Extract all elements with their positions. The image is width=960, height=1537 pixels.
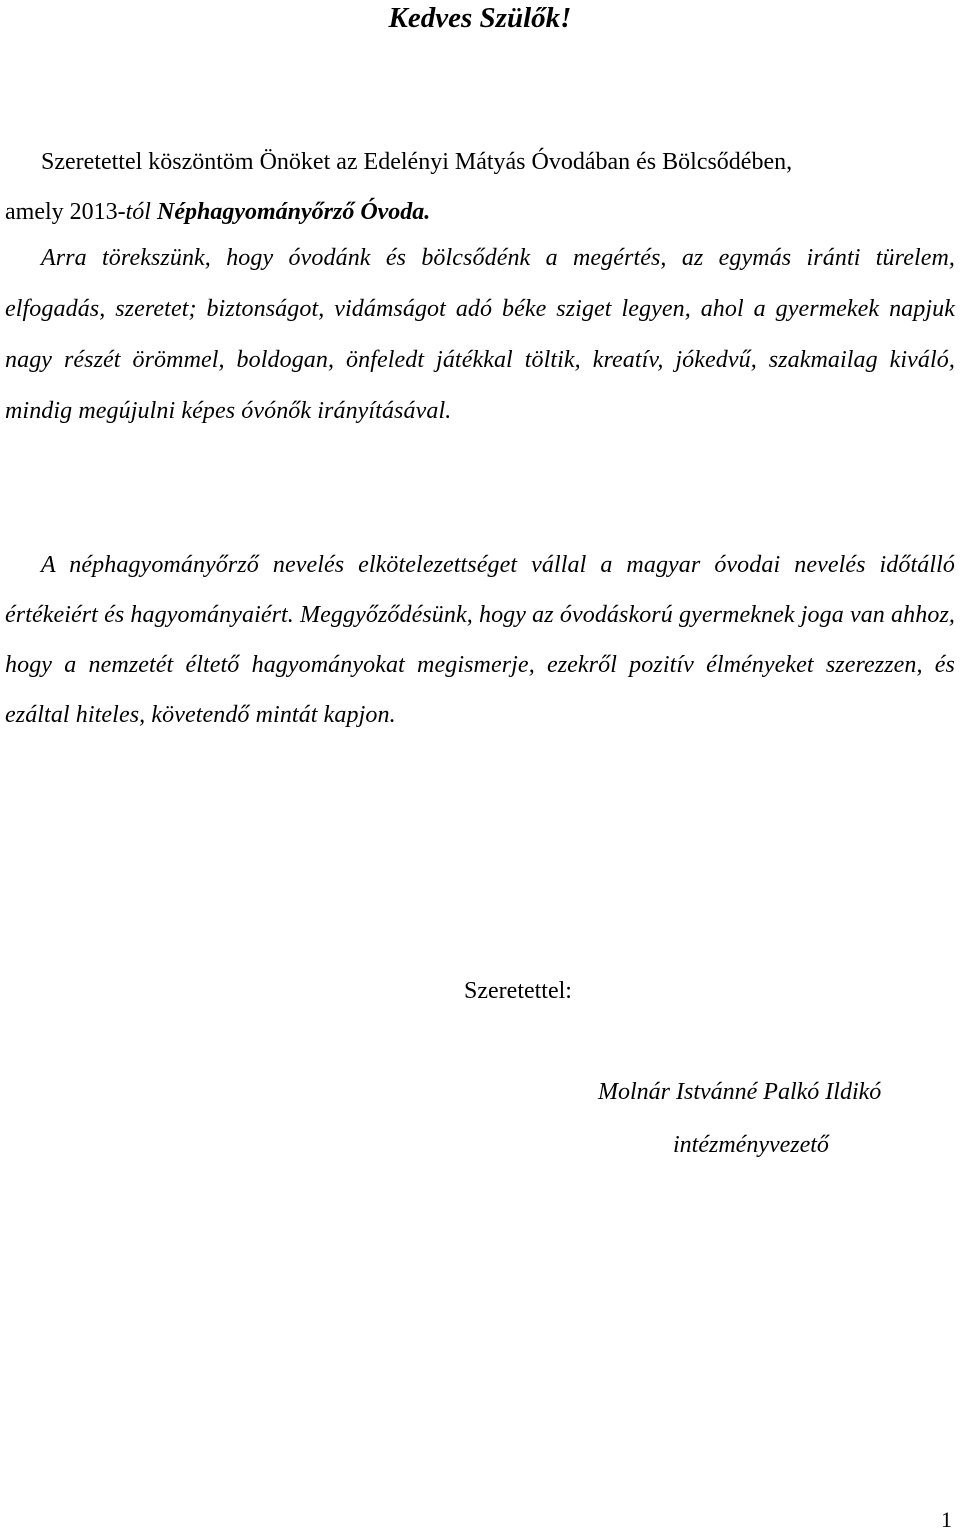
mission-paragraph: Arra törekszünk, hogy óvodánk és bölcsődénk a megértés, az egymás iránti türelem, elfogadás, szeretet; biztonságot, vidámságot adó béke sziget legyen, ahol a gyermekek napjuk nagy részét örömmel, boldogan, önfeledt játékkal töltik, kreatív, jókedvű, szakmailag kiváló, mindig megújulni képes óvónők irányításával. — [5, 245, 955, 424]
intro-line-1: Szeretettel köszöntöm Önöket az Edelényi Mátyás Óvodában és Bölcsődében, — [41, 149, 793, 175]
signature-name: Molnár Istvánné Palkó Ildikó — [598, 1079, 882, 1105]
intro-year-text: amely 2013- — [5, 199, 126, 225]
intro-line-2 — [5, 187, 955, 237]
page-number: 1 — [941, 1507, 952, 1532]
signature-role: intézményvezető — [673, 1132, 829, 1158]
tradition-paragraph: A néphagyományőrző nevelés elkötelezettséget vállal a magyar óvodai nevelés időtálló értékeiért és hagyományaiért. Meggyőződésünk, hogy az óvodáskorú gyermeknek joga van ahhoz, hogy a nemzetét éltető hagyományokat megismerje, ezekről pozitív élményeket szerezzen, és ezáltal hiteles, követendő mintát kapjon. — [5, 552, 955, 728]
intro-paragraph — [5, 137, 955, 237]
document-title: Kedves Szülők! — [388, 2, 572, 34]
intro-tol-text: tól — [125, 199, 157, 225]
closing-salutation: Szeretettel: — [464, 978, 572, 1004]
kindergarten-designation: Néphagyományőrző Óvoda. — [156, 199, 431, 225]
